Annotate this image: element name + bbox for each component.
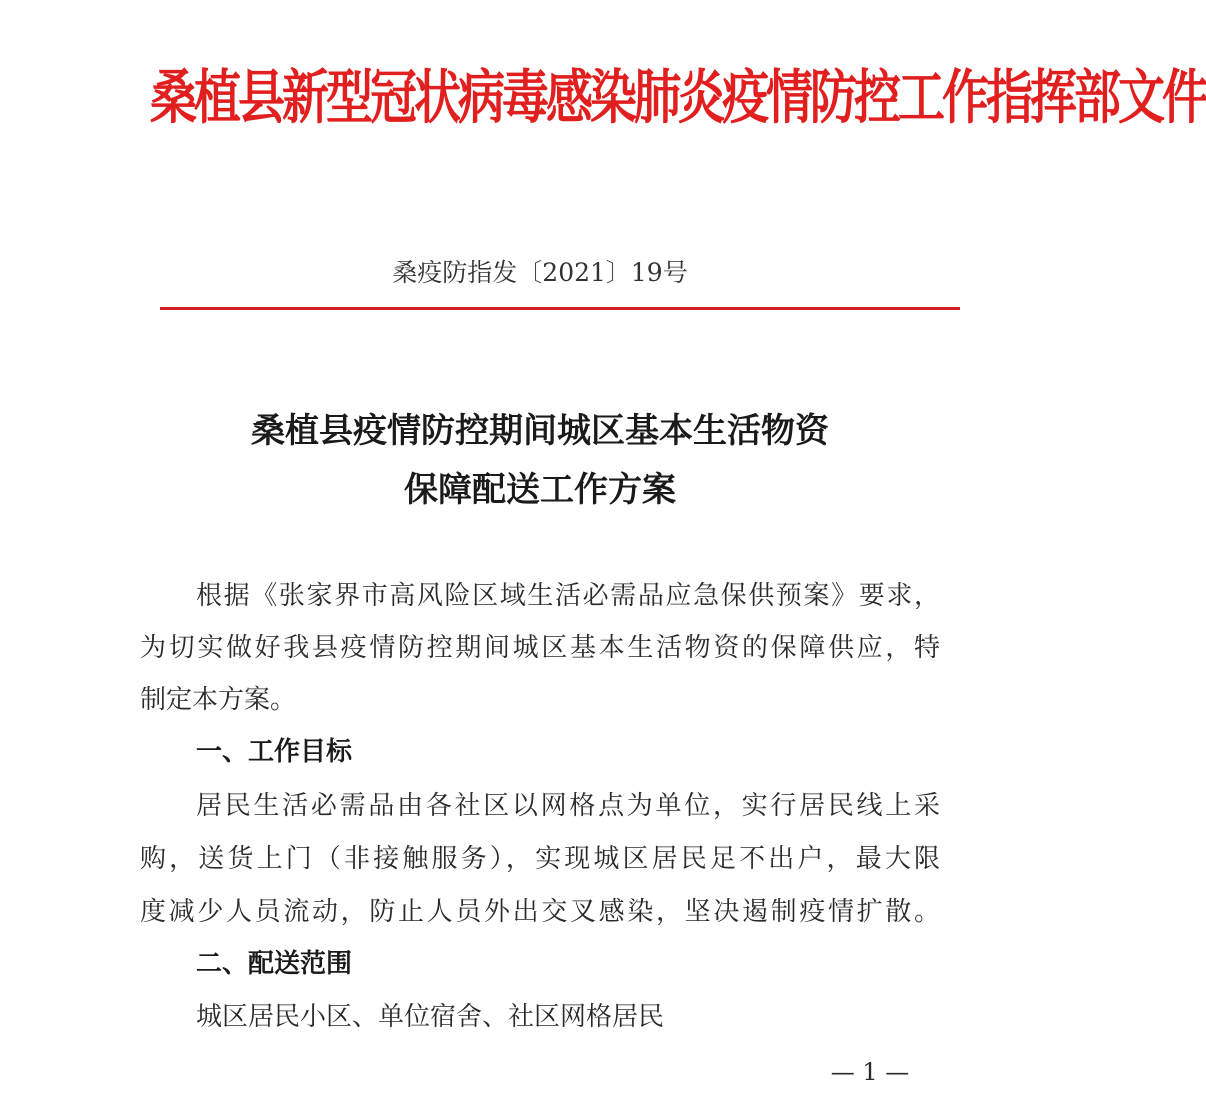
section-1-line-1: 居民生活必需品由各社区以网格点为单位，实行居民线上采 xyxy=(196,791,940,821)
page-number: — 1 — xyxy=(830,1058,910,1086)
document-title-line-2: 保障配送工作方案 xyxy=(404,470,676,510)
document-number: 桑疫防指发〔2021〕19号 xyxy=(392,258,688,287)
section-1-heading: 一、工作目标 xyxy=(196,737,353,767)
section-1-line-3: 度减少人员流动，防止人员外出交叉感染，坚决遏制疫情扩散。 xyxy=(140,897,940,927)
red-divider-line xyxy=(160,307,960,310)
section-1-line-2: 购，送货上门（非接触服务），实现城区居民足不出户，最大限 xyxy=(140,844,940,874)
document-title-line-1: 桑植县疫情防控期间城区基本生活物资 xyxy=(251,411,829,451)
intro-line-2: 为切实做好我县疫情防控期间城区基本生活物资的保障供应，特 xyxy=(140,633,940,663)
issuer-header: 桑植县新型冠状病毒感染肺炎疫情防控工作指挥部文件 xyxy=(150,63,1206,133)
intro-line-3: 制定本方案。 xyxy=(140,685,297,715)
intro-line-1: 根据《张家界市高风险区域生活必需品应急保供预案》要求， xyxy=(196,581,940,611)
section-2-heading: 二、配送范围 xyxy=(196,949,353,979)
section-2-line-1: 城区居民小区、单位宿舍、社区网格居民 xyxy=(196,1002,665,1032)
